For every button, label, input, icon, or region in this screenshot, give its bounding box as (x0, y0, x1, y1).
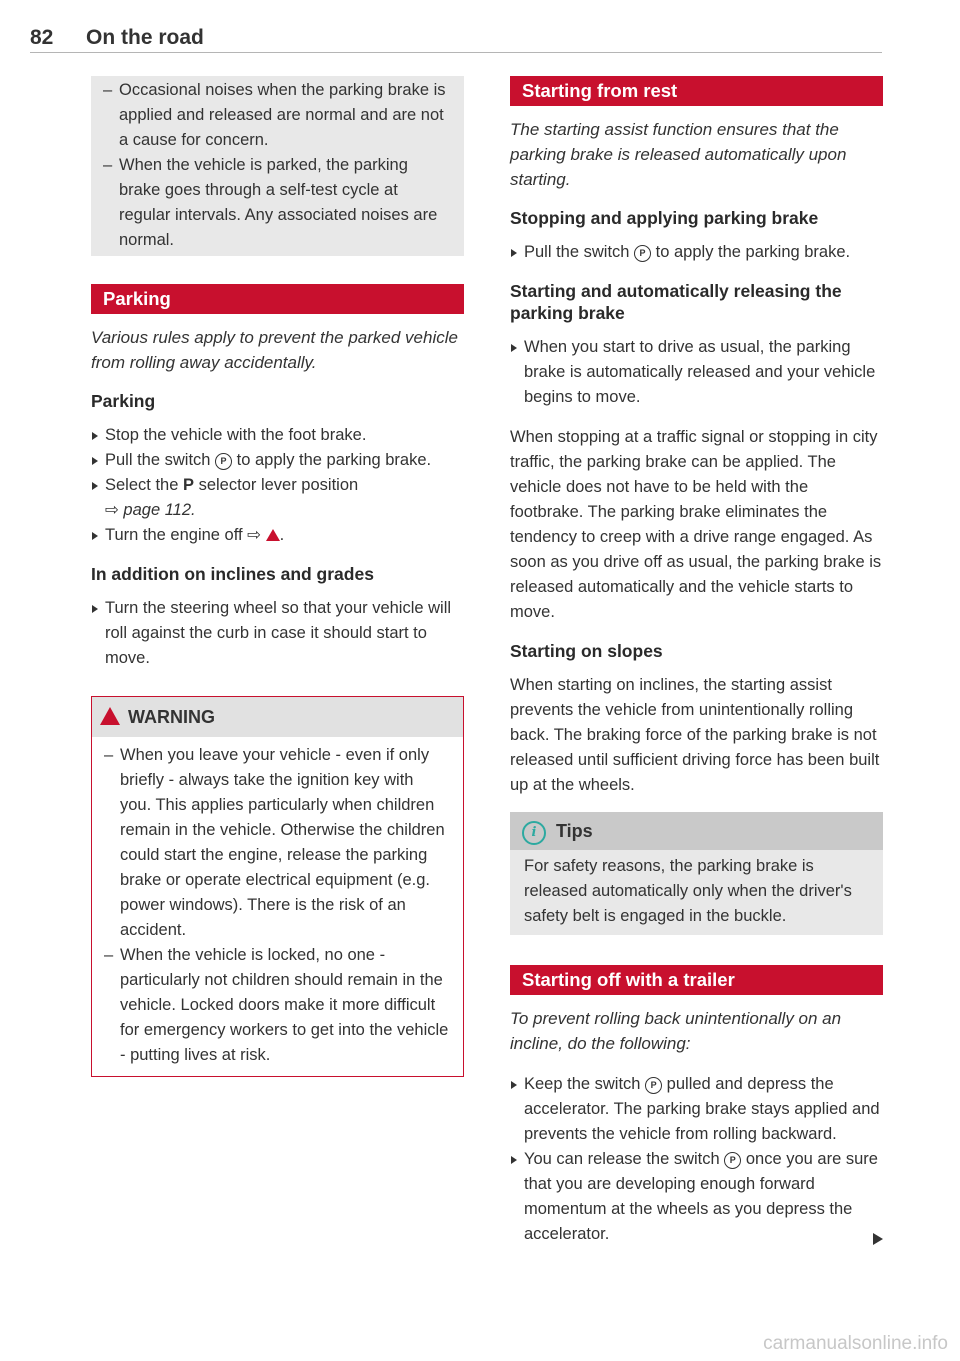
parking-steps (91, 423, 464, 548)
slopes-paragraph: When starting on inclines, the starting assist prevents the vehicle from unintentionally rolling back. The braking force of the parking brake is not released until sufficient driving force has been built up at the wheels. (510, 676, 880, 794)
rest-intro: The starting assist function ensures that the parking brake is released automatically upon starting. (510, 120, 847, 189)
warning-triangle-icon (100, 707, 120, 725)
step-item: Keep the switch P pulled and depress the accelerator. The parking brake stays applied and prevents the vehicle from rolling backward. (510, 1072, 883, 1147)
watermark: carmanualsonline.info (763, 1333, 948, 1354)
traffic-paragraph: When stopping at a traffic signal or stopping in city traffic, the parking brake can be applied. The vehicle does not have to be held with the footbrake. The parking brake eliminates the tendency to creep with a drive range engaged. As soon as you drive off as usual, the parking brake is released automatically and the vehicle starts to move. (510, 428, 882, 621)
step-item: Select the P selector lever position ⇨ page 112. (91, 473, 464, 523)
parking-brake-switch-icon: P (215, 453, 232, 470)
page-number: 82 (30, 26, 54, 49)
section-starting-from-rest: Starting from rest (510, 76, 883, 106)
subhead-stopping: Stopping and applying parking brake (510, 208, 819, 228)
step-item: Turn the steering wheel so that your vehicle will roll against the curb in case it should start to move. (91, 596, 464, 671)
parking-intro: Various rules apply to prevent the parked vehicle from rolling away accidentally. (91, 328, 458, 372)
step-item: Turn the engine off ⇨ . (91, 523, 464, 548)
section-trailer: Starting off with a trailer (510, 965, 883, 995)
continue-arrow-icon (873, 1233, 883, 1245)
page-reference-link[interactable]: ⇨ page 112. (105, 501, 196, 519)
trailer-intro: To prevent rolling back unintentionally on an incline, do the following: (510, 1009, 842, 1053)
step-item: You can release the switch P once you are sure that you are developing enough forward momentum at the wheels as you depress the accelerator. (510, 1147, 883, 1247)
trailer-steps (510, 1072, 883, 1247)
subhead-releasing: Starting and automatically releasing the parking brake (510, 281, 842, 323)
parking-brake-switch-icon: P (645, 1077, 662, 1094)
right-column (510, 76, 883, 1247)
step-item: When you start to drive as usual, the parking brake is automatically released and your vehicle begins to move. (510, 335, 883, 410)
note-item: – When the vehicle is parked, the parking brake goes through a self-test cycle at regular intervals. Any associated noises are normal. (103, 153, 450, 253)
warning-box (91, 696, 464, 1077)
selector-position-p: P (182, 476, 194, 494)
tips-text: For safety reasons, the parking brake is released automatically only when the driver's safety belt is engaged in the buckle. (524, 857, 852, 925)
note-item: – Occasional noises when the parking brake is applied and released are normal and are not a cause for concern. (103, 78, 450, 153)
page-title: On the road (86, 26, 204, 49)
step-item: Pull the switch P to apply the parking brake. (510, 240, 883, 265)
subhead-parking: Parking (91, 391, 156, 411)
tips-title: Tips (556, 821, 593, 841)
step-item: Pull the switch P to apply the parking brake. (91, 448, 464, 473)
subhead-slopes: Starting on slopes (510, 641, 663, 661)
parking-brake-notes (91, 76, 464, 256)
parking-brake-switch-icon: P (634, 245, 651, 262)
section-parking: Parking (91, 284, 464, 314)
warning-item: – When you leave your vehicle - even if only briefly - always take the ignition key with you. This applies particularly when children remain in the vehicle. Otherwise the children could start the engine, release the parking brake or operate electrical equipment (e.g. power windows). There is the risk of an accident. (104, 743, 449, 943)
info-icon: i (522, 821, 546, 845)
page-header (30, 22, 882, 53)
warning-title: WARNING (128, 707, 215, 727)
warning-item: – When the vehicle is locked, no one - particularly not children should remain in the vehicle. Locked doors make it more difficult for emergency workers to get into the vehicle - putting lives at risk. (104, 943, 449, 1068)
warning-triangle-icon[interactable] (266, 529, 280, 541)
warning-header (92, 697, 463, 737)
left-column (91, 76, 464, 1077)
tips-box (510, 812, 883, 935)
subhead-inclines: In addition on inclines and grades (91, 564, 374, 584)
tips-header (510, 812, 883, 850)
step-item: Stop the vehicle with the foot brake. (91, 423, 464, 448)
parking-brake-switch-icon: P (724, 1152, 741, 1169)
